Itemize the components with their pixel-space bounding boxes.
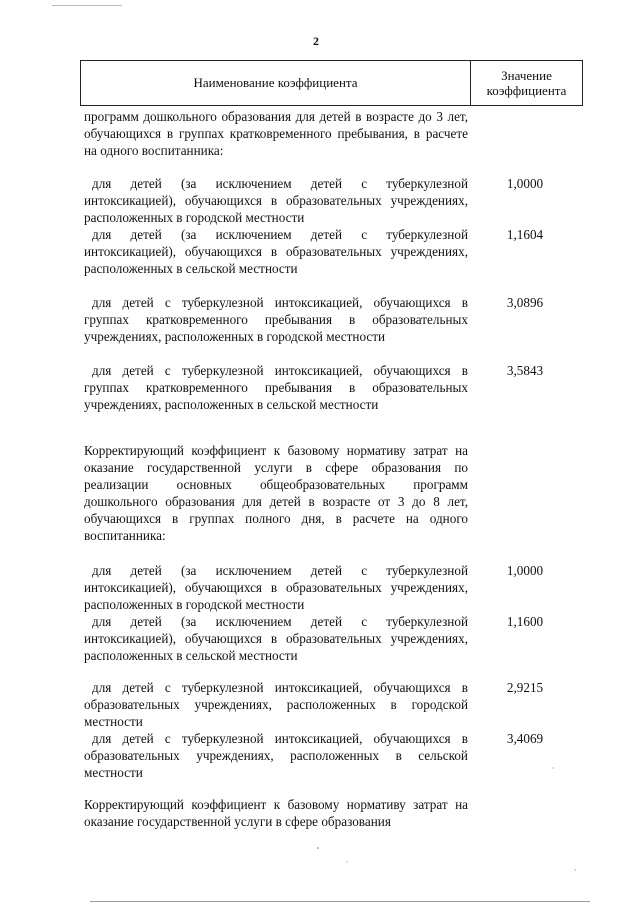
coefficient-value: 2,9215 [506,680,544,695]
page-number: 2 [313,34,319,48]
coefficient-value: 1,1604 [506,227,544,242]
coefficient-value: 1,0000 [506,563,544,578]
coefficient-description: для детей (за исключением детей с туберкулезной интоксикацией), обучающихся в образовательных учреждениях, расположенных в сельской местности [84,227,468,276]
coefficient-section-heading: Корректирующий коэффициент к базовому нормативу затрат на оказание государственной услуги в сфере образования [84,797,468,829]
coefficient-description: для детей (за исключением детей с туберкулезной интоксикацией), обучающихся в образовательных учреждениях, расположенных в городской местности [84,176,468,225]
coefficient-value: 3,5843 [506,363,544,378]
column-header-value-line1: Значение [501,68,552,83]
coefficient-value: 1,0000 [506,176,544,191]
coefficient-value: 3,0896 [506,295,544,310]
column-header-name: Наименование коэффициента [81,61,471,105]
column-header-value-line2: коэффициента [486,83,567,98]
coefficient-value: 1,1600 [506,614,544,629]
coefficient-description: для детей с туберкулезной интоксикацией, обучающихся в образовательных учреждениях, расположенных в городской местности [84,680,468,729]
coefficient-description: для детей с туберкулезной интоксикацией, обучающихся в группах кратковременного пребывания в образовательных учреждениях, расположенных в городской местности [84,295,468,344]
coefficient-value: 3,4069 [506,731,544,746]
coefficient-description: для детей с туберкулезной интоксикацией, обучающихся в образовательных учреждениях, расположенных в сельской местности [84,731,468,780]
coefficient-description: для детей (за исключением детей с туберкулезной интоксикацией), обучающихся в образовательных учреждениях, расположенных в сельской местности [84,614,468,663]
coefficient-description: для детей (за исключением детей с туберкулезной интоксикацией), обучающихся в образовательных учреждениях, расположенных в городской местности [84,563,468,612]
coefficient-section-heading: Корректирующий коэффициент к базовому нормативу затрат на оказание государственной услуги в сфере образования по реализации основных общеобразовательных программ дошкольного образования для детей в возрасте от 3 до 8 лет, обучающихся в группах полного дня, в расчете на одного воспитанника: [84,443,468,543]
coefficient-description: программ дошкольного образования для детей в возрасте до 3 лет, обучающихся в группах кратковременного пребывания, в расчете на одного воспитанника: [84,109,468,158]
coefficient-description: для детей с туберкулезной интоксикацией, обучающихся в группах кратковременного пребывания в образовательных учреждениях, расположенных в сельской местности [84,363,468,412]
